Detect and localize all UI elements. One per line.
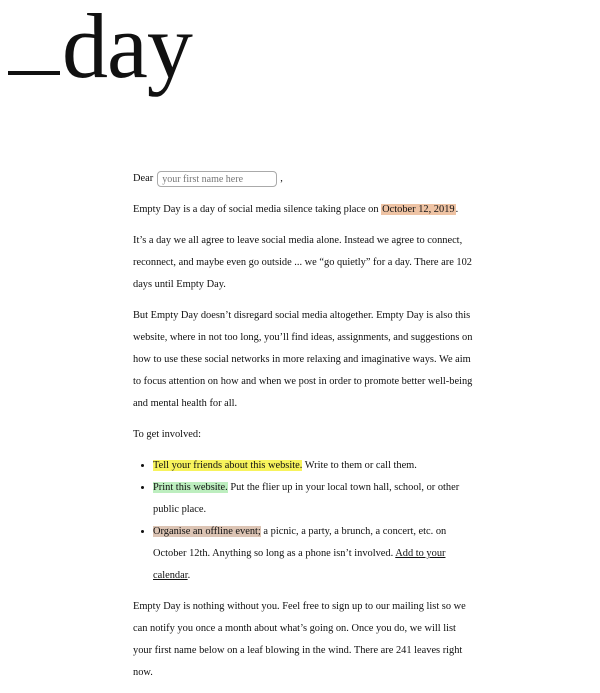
tell-friends-highlight: Tell your friends about this website.: [153, 460, 303, 471]
add-to-calendar-link[interactable]: Add to your calendar: [153, 548, 446, 581]
greeting-suffix: ,: [280, 173, 283, 184]
offline-event-highlight: Organise an offline event;: [153, 526, 261, 537]
event-date: October 12, 2019: [382, 204, 455, 215]
logo-underscore: [8, 71, 60, 75]
greeting-prefix: Dear: [133, 173, 154, 184]
intro-paragraph: [133, 199, 473, 221]
list-item-text: Write to them or call them.: [302, 460, 417, 471]
list-item: [153, 477, 473, 521]
logo-text: day: [62, 0, 192, 97]
greeting: [133, 168, 473, 190]
main-content: [133, 168, 473, 693]
involve-list: [133, 455, 473, 587]
site-logo[interactable]: [8, 0, 192, 97]
list-item-end: .: [187, 570, 191, 581]
list-item-text: a picnic, a party, a brunch, a concert, etc. on October 12th. Anything so long as a phone isn’t involved.: [153, 526, 447, 559]
list-item: [153, 455, 473, 477]
print-website-highlight: Print this website.: [153, 482, 228, 493]
mailing-list-paragraph: Empty Day is nothing without you. Feel free to sign up to our mailing list so we can notify you once a month about what’s going on. Once you do, we will list your first name below on a leaf blowing in the wind. There are 241 leaves right now.: [133, 601, 466, 678]
list-item-text: Put the flier up in your local town hall, school, or other public place.: [153, 482, 460, 515]
list-item: [153, 521, 473, 587]
involved-heading: To get involved:: [133, 429, 201, 440]
first-name-input[interactable]: [157, 171, 277, 187]
intro-end: .: [455, 204, 459, 215]
intro-text: Empty Day is a day of social media silence taking place on: [133, 204, 382, 215]
description-paragraph: It’s a day we all agree to leave social media alone. Instead we agree to connect, reconnect, and maybe even go outside ... we “go quietly” for a day. There are 102 days until Empty Day.: [133, 235, 473, 290]
purpose-paragraph: But Empty Day doesn’t disregard social media altogether. Empty Day is also this website, where in not too long, you’ll find ideas, assignments, and suggestions on how to use these social networks in more relaxing and imaginative ways. We aim to focus attention on how and when we post in order to promote better well-being and mental health for all.: [133, 310, 473, 409]
